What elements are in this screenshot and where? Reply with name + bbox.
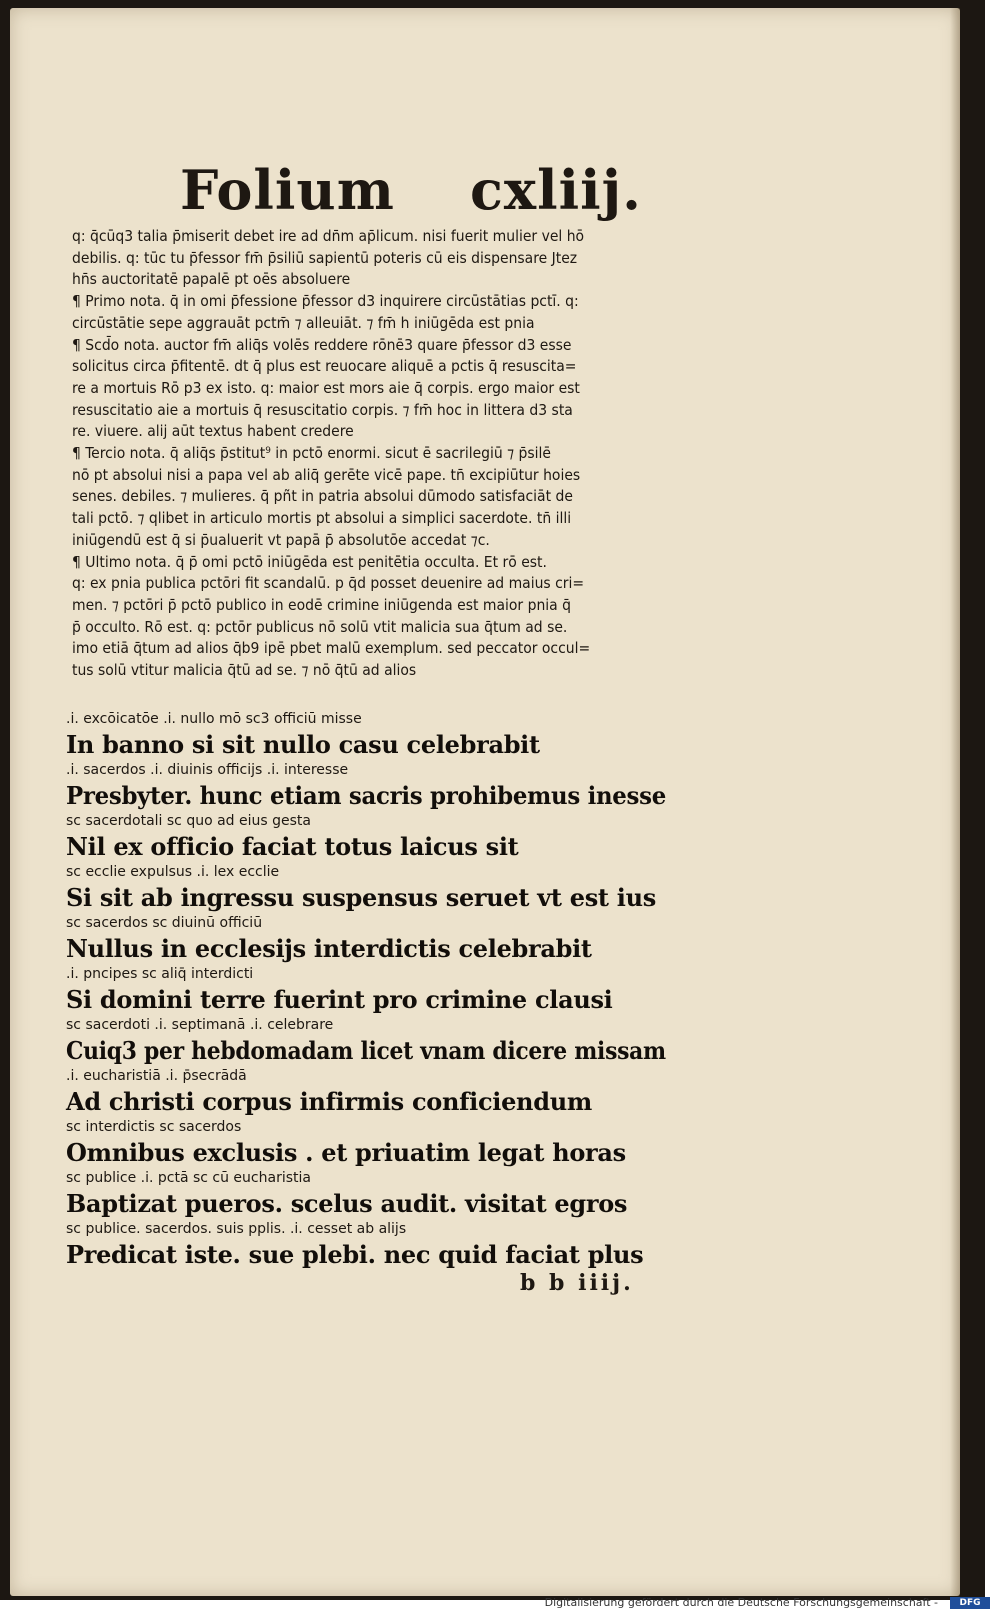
folio-title: Folium bbox=[180, 158, 395, 222]
commentary-line: ¶ Tercio nota. q̄ aliq̄s p̄stitut⁹ in pctō enormi. sicut ē sacrilegiū ⁊ p̄silē bbox=[72, 444, 551, 463]
verse-line: Nil ex officio faciat totus laicus sit bbox=[66, 832, 519, 861]
verse-line: Predicat iste. sue plebi. nec quid faciat plus bbox=[66, 1240, 644, 1269]
commentary-block bbox=[72, 226, 732, 682]
verse-line: In banno si sit nullo casu celebrabit bbox=[66, 730, 540, 759]
verse-line: Omnibus exclusis . et priuatim legat horas bbox=[66, 1138, 626, 1167]
verse-line: Ad christi corpus infirmis conficiendum bbox=[66, 1087, 592, 1116]
interlinear-gloss: .i. pncipes sc aliq̄ interdicti bbox=[66, 966, 254, 982]
verse-block bbox=[66, 708, 686, 1269]
commentary-line: senes. debiles. ⁊ mulieres. q̄ pñt in patria absolui dūmodo satisfaciāt de bbox=[72, 487, 573, 506]
commentary-line: q: ex pnia publica pctōri fit scandalū. p q̄d posset deuenire ad maius cri= bbox=[72, 574, 585, 593]
verse-line: Cuiq3 per hebdomadam licet vnam dicere missam bbox=[66, 1036, 666, 1065]
verse-line: Presbyter. hunc etiam sacris prohibemus inesse bbox=[66, 781, 666, 810]
dfg-logo: DFG bbox=[950, 1597, 990, 1609]
book-page bbox=[10, 8, 960, 1596]
commentary-line: ¶ Ultimo nota. q̄ p̄ omi pctō iniūgēda est penitētia occulta. Et rō est. bbox=[72, 552, 547, 571]
interlinear-gloss: sc ecclie expulsus .i. lex ecclie bbox=[66, 864, 280, 880]
commentary-line: iniūgendū est q̄ si p̄ualuerit vt papā p̄ absolutōe accedat ⁊c. bbox=[72, 530, 490, 549]
verse-line: Nullus in ecclesijs interdictis celebrabit bbox=[66, 934, 592, 963]
commentary-line: nō pt absolui nisi a papa vel ab aliq̄ gerēte vicē pape. tn̄ excipiūtur hoies bbox=[72, 465, 581, 484]
commentary-line: q: q̄cūq3 talia p̄miserit debet ire ad dn̄m ap̄licum. nisi fuerit mulier vel hō bbox=[72, 227, 585, 245]
interlinear-gloss: sc interdictis sc sacerdos bbox=[66, 1119, 242, 1135]
commentary-line: tali pctō. ⁊ qlibet in articulo mortis pt absolui a simplici sacerdote. tn̄ illi bbox=[72, 509, 572, 528]
commentary-line: tus solū vtitur malicia q̄tū ad se. ⁊ nō q̄tū ad alios bbox=[72, 661, 417, 680]
commentary-line: ¶ Primo nota. q̄ in omi p̄fessione p̄fessor d3 inquirere circūstātias pctī. q: bbox=[72, 292, 579, 311]
commentary-line: resuscitatio aie a mortuis q̄ resuscitatio corpis. ⁊ fm̄ hoc in littera d3 sta bbox=[72, 400, 573, 419]
interlinear-gloss: sc sacerdotali sc quo ad eius gesta bbox=[66, 813, 311, 829]
commentary-line: re. viuere. alij aūt textus habent credere bbox=[72, 422, 354, 441]
footer-credit: Digitalisierung gefördert durch die Deutsche Forschungsgemeinschaft - bbox=[544, 1596, 938, 1609]
verse-line: Baptizat pueros. scelus audit. visitat egros bbox=[66, 1189, 628, 1218]
interlinear-gloss: .i. excōicatōe .i. nullo mō sc3 officiū misse bbox=[66, 711, 362, 727]
commentary-line: debilis. q: tūc tu p̄fessor fm̄ p̄siliū sapientū poteris cū eis dispensare Jtez bbox=[72, 248, 578, 267]
commentary-line: imo etiā q̄tum ad alios q̄b9 ipē pbet malū exemplum. sed peccator occul= bbox=[72, 639, 591, 658]
interlinear-gloss: sc sacerdos sc diuinū officiū bbox=[66, 915, 263, 931]
interlinear-gloss: sc publice .i. pctā sc cū eucharistia bbox=[66, 1170, 311, 1186]
commentary-line: ¶ Scd̄o nota. auctor fm̄ aliq̄s volēs reddere rōnē3 quare p̄fessor d3 esse bbox=[72, 335, 572, 354]
commentary-line: p̄ occulto. Rō est. q: pctōr publicus nō solū vtit malicia sua q̄tum ad se. bbox=[72, 617, 568, 636]
commentary-line: re a mortuis Rō p3 ex isto. q: maior est mors aie q̄ corpis. ergo maior est bbox=[72, 378, 580, 397]
commentary-line: solicitus circa p̄fitentē. dt q̄ plus est reuocare aliquē a pctis q̄ resuscita= bbox=[72, 357, 577, 376]
verse-line: Si sit ab ingressu suspensus seruet vt est ius bbox=[66, 883, 656, 912]
commentary-line: hn̄s auctoritatē papalē pt oēs absoluere bbox=[72, 270, 351, 289]
signature-mark: b b iiij. bbox=[520, 1270, 634, 1296]
interlinear-gloss: sc sacerdoti .i. septimanā .i. celebrare bbox=[66, 1017, 334, 1033]
commentary-line: circūstātie sepe aggrauāt pctm̄ ⁊ alleuiāt. ⁊ fm̄ h iniūgēda est pnia bbox=[72, 313, 535, 332]
interlinear-gloss: .i. sacerdos .i. diuinis officijs .i. interesse bbox=[66, 762, 349, 778]
interlinear-gloss: .i. eucharistiā .i. p̄secrādā bbox=[66, 1068, 247, 1084]
commentary-line: men. ⁊ pctōri p̄ pctō publico in eodē crimine iniūgenda est maior pnia q̄ bbox=[72, 595, 571, 614]
folio-number: cxliij. bbox=[470, 158, 642, 222]
verse-line: Si domini terre fuerint pro crimine clausi bbox=[66, 985, 613, 1014]
interlinear-gloss: sc publice. sacerdos. suis pplis. .i. cesset ab alijs bbox=[66, 1221, 407, 1237]
